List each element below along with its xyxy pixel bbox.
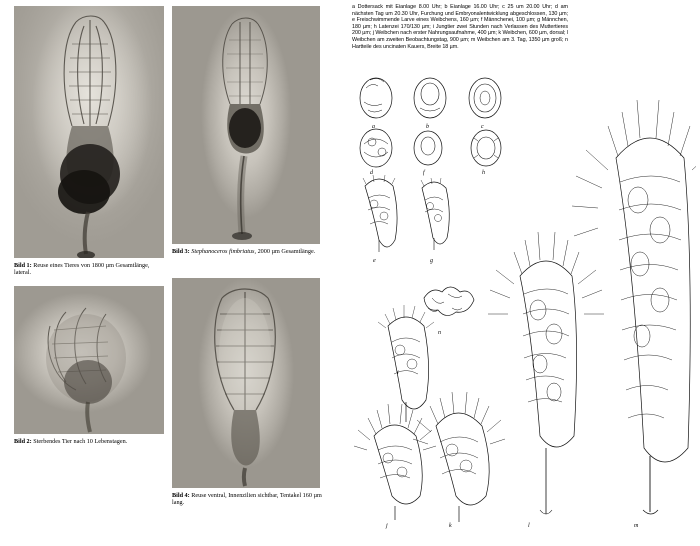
drawing-label-e: e [373, 258, 376, 264]
drawing-label-i: i [397, 370, 399, 376]
drawing-egg-h [471, 130, 501, 166]
caption-bild-1-text: Reuse eines Tieres von 1800 µm Gesamtlänge, lateral. [14, 262, 150, 277]
photo-bild-1 [14, 6, 164, 258]
caption-bild-3 [172, 248, 322, 255]
caption-bild-2-prefix: Bild 2: [14, 438, 32, 445]
drawing-label-l: l [528, 523, 530, 529]
drawing-egg-a [360, 78, 392, 118]
drawing-larva-e [363, 175, 397, 252]
drawing-egg-f [414, 131, 442, 165]
drawing-label-b: b [426, 124, 429, 130]
drawing-label-n: n [438, 330, 441, 336]
line-drawing-panel [348, 58, 696, 546]
drawing-label-c: c [481, 124, 484, 130]
drawing-egg-b [414, 78, 446, 118]
drawing-female-j [354, 404, 436, 520]
drawing-label-f: f [423, 170, 425, 176]
photo-bild-3 [172, 6, 320, 244]
photo-1-organism [14, 6, 164, 258]
drawing-female-m [572, 100, 696, 514]
caption-bild-4-text: Reuse ventral, Innenzilien sichtbar, Tentakel 160 µm lang. [172, 492, 322, 507]
drawing-label-a: a [372, 124, 375, 130]
drawing-trophi-n [424, 287, 474, 316]
photo-bild-4 [172, 278, 320, 488]
drawings-svg [348, 58, 696, 546]
caption-bild-4 [172, 492, 322, 507]
caption-bild-1-prefix: Bild 1: [14, 262, 32, 269]
photo-2-organism [14, 286, 164, 434]
drawing-label-m: m [634, 523, 639, 529]
drawing-female-l [488, 232, 604, 514]
drawing-female-k [413, 392, 505, 522]
drawing-label-d: d [370, 170, 373, 176]
photo-4-organism [172, 278, 320, 488]
drawing-egg-c [469, 78, 501, 118]
caption-bild-2-text: Sterbendes Tier nach 10 Lebenstagen. [33, 438, 128, 445]
drawing-juvenile-i [378, 305, 434, 422]
caption-bild-3-prefix: Bild 3: [172, 248, 190, 255]
drawing-larva-g [421, 178, 449, 250]
drawing-label-j: j [386, 523, 388, 529]
caption-bild-2 [14, 438, 166, 445]
photo-3-organism [172, 6, 320, 244]
drawing-label-h: h [482, 170, 485, 176]
drawing-egg-d [360, 129, 392, 167]
caption-bild-3-species: Stephanoceros fimbriatus, [191, 248, 257, 255]
caption-bild-1 [14, 262, 166, 277]
drawing-label-k: k [449, 523, 452, 529]
caption-bild-3-text: 2000 µm Gesamtlänge. [257, 248, 316, 255]
drawing-label-g: g [430, 258, 433, 264]
photo-bild-2 [14, 286, 164, 434]
figure-legend: a Dottersack mit Eianlage 8.00 Uhr; b Eianlage 16.00 Uhr; c 25 um 20.00 Uhr; d am nächsten Tag um 20.30 Uhr, Furchung und Embryonalentwicklung abgeschlossen, 130 µm; e Freischwimmende Larve eines Weibchens, 160 µm; f Männchenei, 100 µm; g Männchen, 180 µm; h Latenzei 170/130 µm; i Jungtier zwei Stunden nach Verlassen des Muttertieres 200 µm; j Weibchen nach erster Nahrungsaufnahme, 400 µm; k Weibchen, 600 µm, dorsal; l Weibchen am zweiten Beobachtungstag, 900 µm; m Weibchen am 3. Tag, 1350 µm groß; n Hartteile des uncinaten Kauers, Breite 18 µm. [352, 4, 568, 50]
caption-bild-4-prefix: Bild 4: [172, 492, 190, 499]
